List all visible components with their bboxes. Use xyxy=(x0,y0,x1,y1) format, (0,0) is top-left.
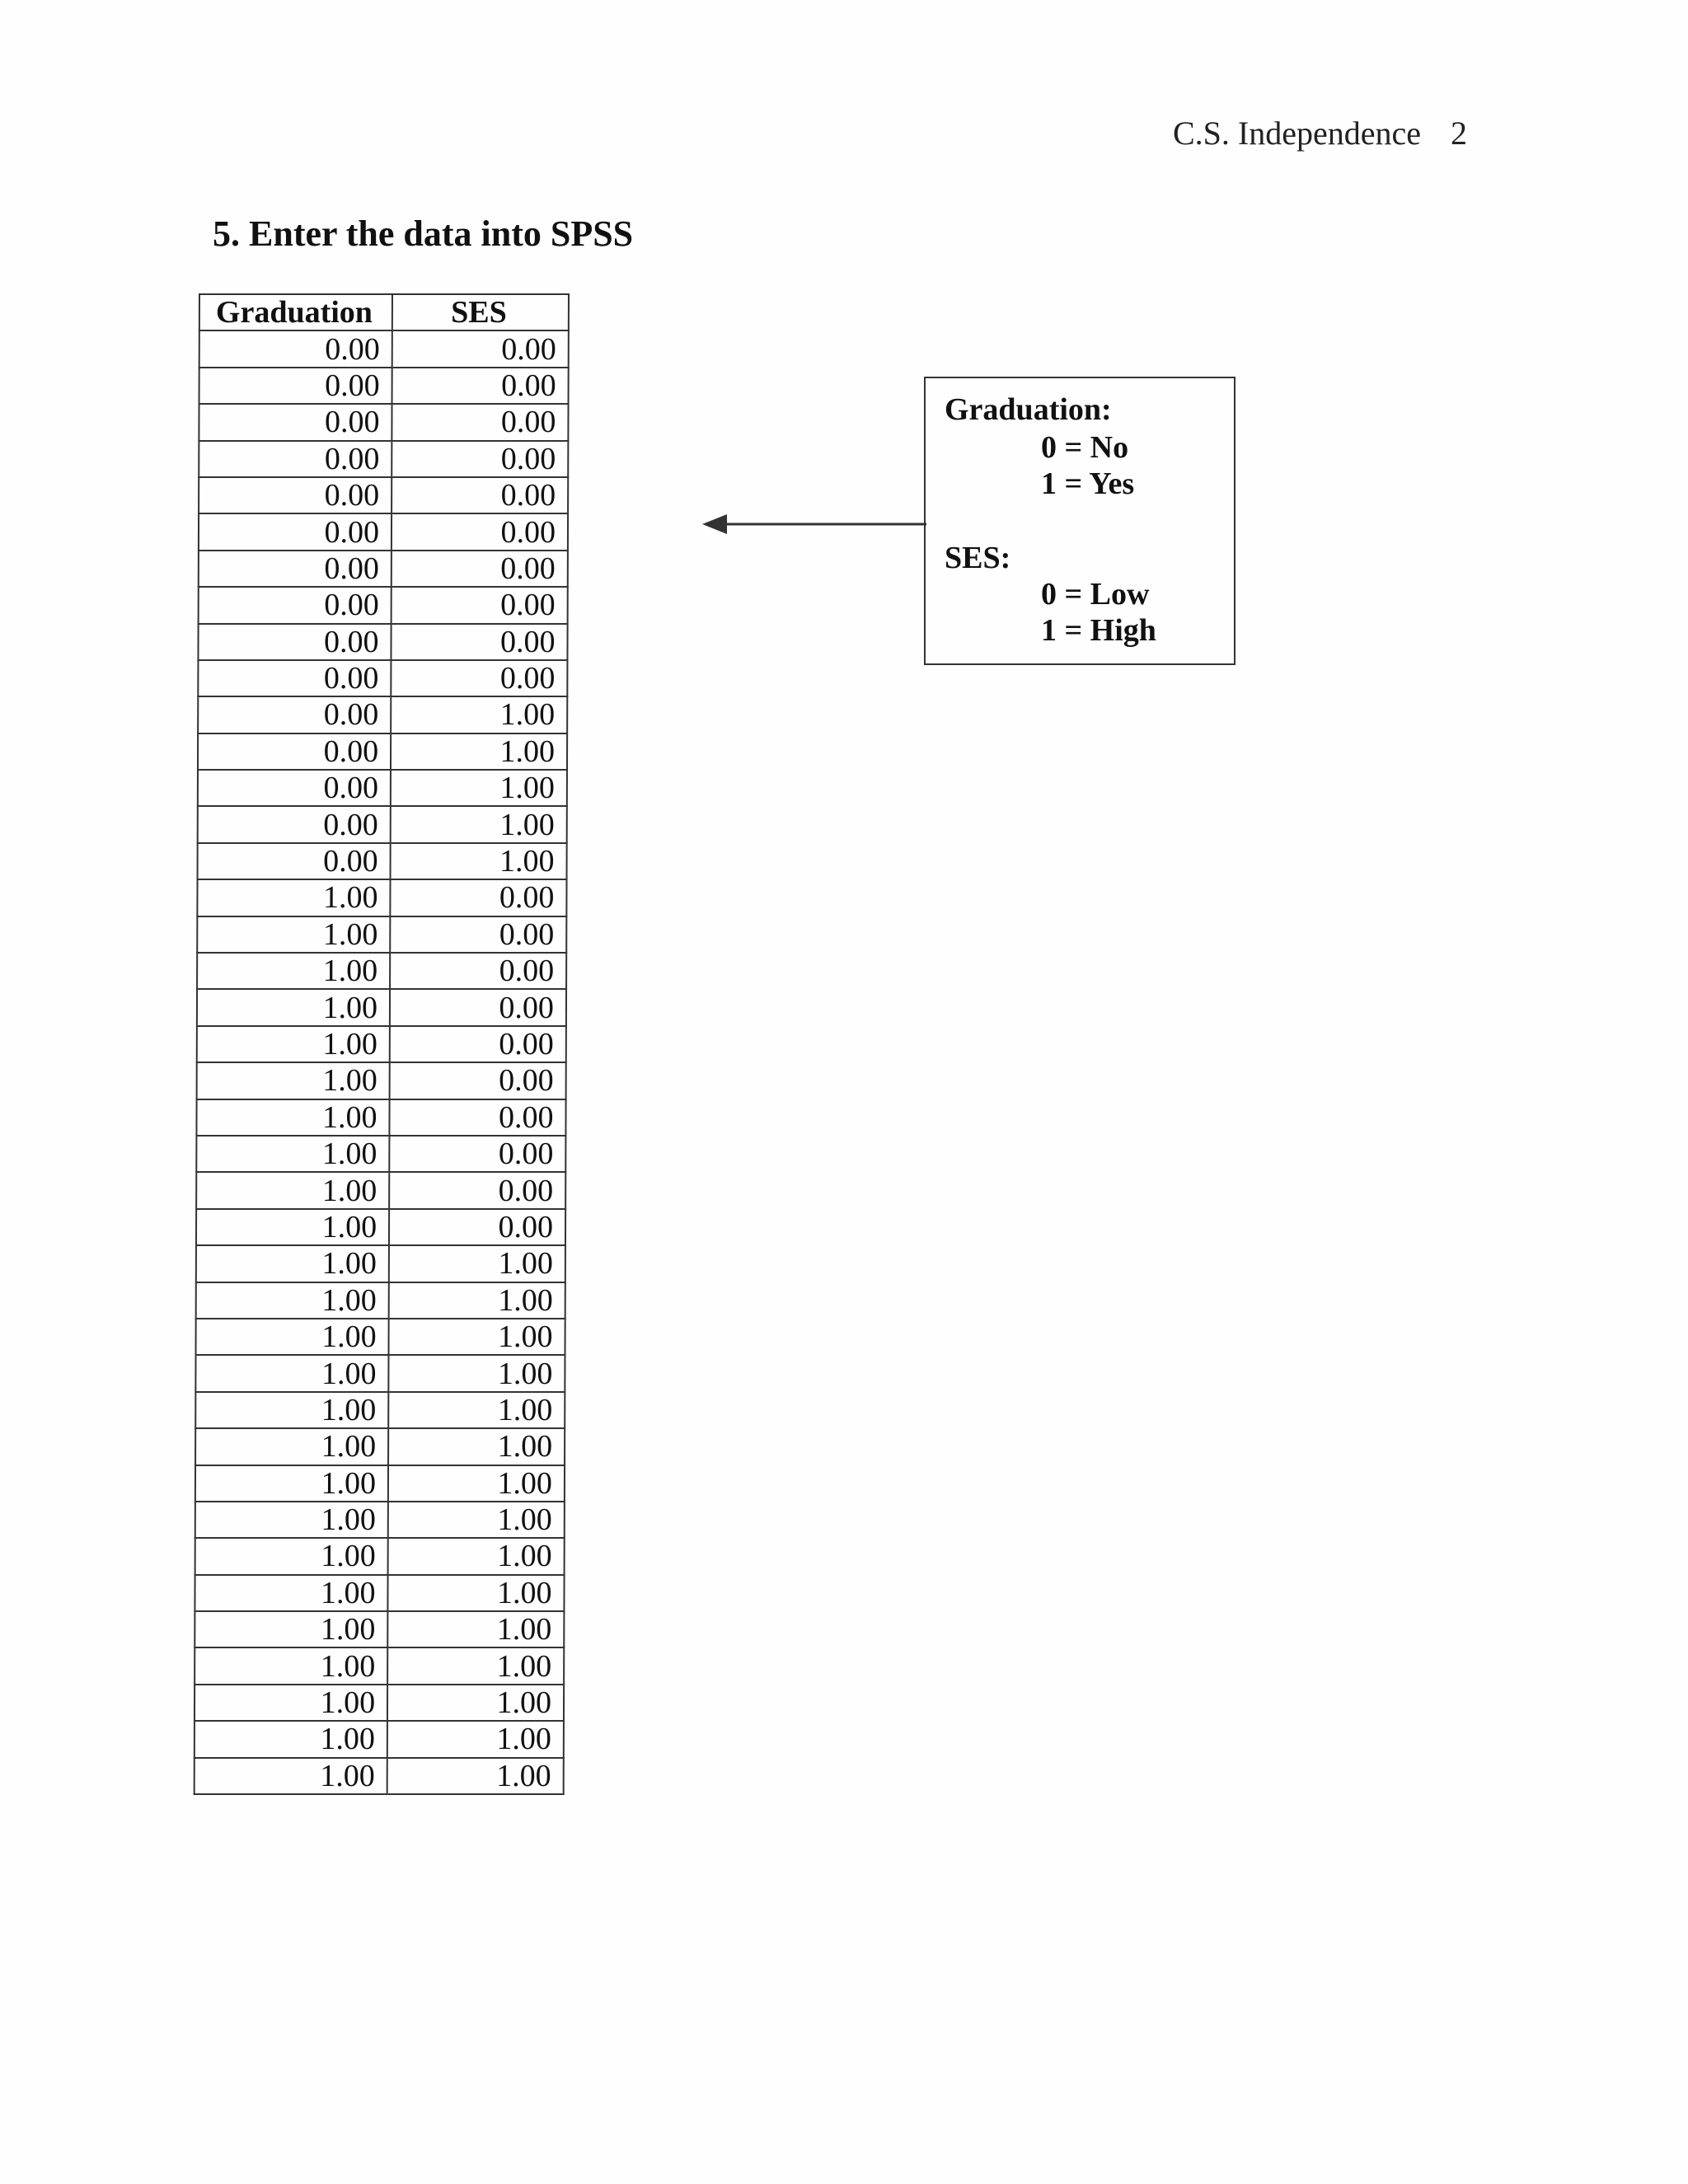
table-row xyxy=(197,989,566,1025)
table-row xyxy=(196,1319,565,1355)
graduation-cell: 0.00 xyxy=(199,441,392,477)
legend-graduation-label: Graduation: xyxy=(945,392,1112,427)
graduation-cell: 1.00 xyxy=(195,1465,388,1502)
table-row xyxy=(196,1099,565,1136)
ses-cell: 1.00 xyxy=(391,843,567,879)
graduation-cell: 1.00 xyxy=(196,1319,389,1355)
table-row xyxy=(197,1026,566,1062)
ses-cell: 0.00 xyxy=(390,916,566,953)
graduation-cell: 1.00 xyxy=(197,916,390,953)
page-number: 2 xyxy=(1451,115,1467,152)
ses-cell: 1.00 xyxy=(391,806,567,842)
graduation-cell: 1.00 xyxy=(196,1172,389,1208)
graduation-cell: 1.00 xyxy=(196,1245,389,1282)
ses-cell: 0.00 xyxy=(392,330,569,367)
graduation-cell: 0.00 xyxy=(199,587,392,623)
graduation-cell: 0.00 xyxy=(198,624,391,660)
ses-cell: 0.00 xyxy=(390,1099,566,1136)
ses-cell: 0.00 xyxy=(390,953,566,989)
table-row xyxy=(199,587,568,623)
ses-cell: 1.00 xyxy=(388,1428,565,1465)
graduation-cell: 1.00 xyxy=(197,1026,390,1062)
ses-cell: 1.00 xyxy=(389,1282,565,1319)
ses-cell: 1.00 xyxy=(391,733,567,770)
ses-cell: 0.00 xyxy=(392,624,568,660)
ses-cell: 0.00 xyxy=(389,1136,565,1172)
table-row xyxy=(196,1136,565,1172)
table-row xyxy=(196,1209,565,1245)
graduation-cell: 0.00 xyxy=(199,551,392,587)
graduation-cell: 0.00 xyxy=(199,477,392,513)
ses-cell: 1.00 xyxy=(389,1245,565,1282)
legend-graduation-code-0: 0 = No xyxy=(1041,430,1129,465)
ses-cell: 1.00 xyxy=(388,1355,565,1391)
graduation-cell: 0.00 xyxy=(199,368,392,404)
ses-cell: 0.00 xyxy=(390,989,566,1025)
ses-cell: 0.00 xyxy=(390,1026,566,1062)
ses-cell: 0.00 xyxy=(390,1062,566,1099)
graduation-cell: 1.00 xyxy=(196,1282,389,1319)
table-row xyxy=(199,477,568,513)
ses-cell: 1.00 xyxy=(388,1502,565,1538)
ses-cell: 0.00 xyxy=(392,404,568,440)
table-row xyxy=(195,1538,565,1574)
graduation-cell: 1.00 xyxy=(196,1136,389,1172)
graduation-cell: 0.00 xyxy=(199,513,392,550)
graduation-cell: 1.00 xyxy=(196,1209,389,1245)
table-row xyxy=(195,1465,565,1502)
table-row xyxy=(198,696,567,733)
table-row xyxy=(197,953,566,989)
graduation-cell: 0.00 xyxy=(199,330,392,367)
graduation-cell: 1.00 xyxy=(195,1685,387,1721)
table-row xyxy=(195,1392,565,1428)
table-row xyxy=(198,660,567,696)
section-title: 5. Enter the data into SPSS xyxy=(213,213,634,254)
ses-cell: 1.00 xyxy=(389,1319,565,1355)
graduation-cell: 0.00 xyxy=(198,806,391,842)
column-header-graduation: Graduation xyxy=(199,294,392,330)
table-row xyxy=(198,624,567,660)
table-row xyxy=(199,551,568,587)
legend-ses-code-1: 1 = High xyxy=(1041,613,1156,648)
graduation-cell: 0.00 xyxy=(199,404,392,440)
ses-cell: 0.00 xyxy=(392,441,568,477)
legend-graduation-code-1: 1 = Yes xyxy=(1041,466,1135,501)
graduation-cell: 0.00 xyxy=(198,660,391,696)
table-row xyxy=(195,1758,564,1794)
ses-cell: 1.00 xyxy=(387,1685,564,1721)
graduation-cell: 0.00 xyxy=(198,696,391,733)
graduation-cell: 1.00 xyxy=(197,1062,390,1099)
ses-cell: 1.00 xyxy=(387,1611,564,1647)
table-row xyxy=(195,1647,564,1684)
table-row xyxy=(199,330,569,367)
table-row xyxy=(195,1428,565,1465)
legend-ses-code-0: 0 = Low xyxy=(1041,577,1150,612)
graduation-cell: 0.00 xyxy=(198,843,391,879)
table-row xyxy=(196,1282,565,1319)
ses-cell: 0.00 xyxy=(392,513,568,550)
table-row xyxy=(199,368,569,404)
ses-cell: 0.00 xyxy=(392,587,568,623)
table-row xyxy=(195,1575,564,1611)
graduation-cell: 1.00 xyxy=(195,1575,387,1611)
graduation-cell: 1.00 xyxy=(195,1428,388,1465)
table-header-row xyxy=(199,294,569,330)
ses-cell: 1.00 xyxy=(387,1758,564,1794)
graduation-cell: 1.00 xyxy=(197,989,390,1025)
table-row xyxy=(197,916,566,953)
ses-cell: 1.00 xyxy=(387,1575,564,1611)
table-row xyxy=(195,1721,564,1757)
ses-cell: 0.00 xyxy=(389,1172,565,1208)
table-row xyxy=(195,1685,564,1721)
graduation-cell: 0.00 xyxy=(198,733,391,770)
table-row xyxy=(198,733,567,770)
graduation-cell: 1.00 xyxy=(195,1721,387,1757)
graduation-cell: 1.00 xyxy=(197,953,390,989)
column-header-ses: SES xyxy=(392,294,569,330)
table-row xyxy=(199,404,568,440)
running-head xyxy=(1170,114,1467,152)
ses-cell: 0.00 xyxy=(392,477,568,513)
table-body xyxy=(195,330,569,1794)
ses-cell: 0.00 xyxy=(391,660,567,696)
ses-cell: 1.00 xyxy=(388,1538,565,1574)
ses-cell: 1.00 xyxy=(391,770,567,806)
table-row xyxy=(195,1355,565,1391)
ses-cell: 1.00 xyxy=(388,1392,565,1428)
table-row xyxy=(197,1062,566,1099)
graduation-cell: 1.00 xyxy=(195,1611,387,1647)
table-row xyxy=(195,1611,564,1647)
graduation-cell: 1.00 xyxy=(195,1647,387,1684)
graduation-cell: 1.00 xyxy=(195,1758,387,1794)
table-row xyxy=(198,806,567,842)
graduation-cell: 1.00 xyxy=(197,879,390,916)
table-row xyxy=(199,513,568,550)
graduation-cell: 1.00 xyxy=(195,1538,388,1574)
table-row xyxy=(198,843,567,879)
ses-cell: 1.00 xyxy=(391,696,567,733)
table-row xyxy=(196,1245,565,1282)
ses-cell: 1.00 xyxy=(387,1647,564,1684)
graduation-cell: 1.00 xyxy=(195,1502,388,1538)
graduation-cell: 1.00 xyxy=(195,1392,388,1428)
table-row xyxy=(196,1172,565,1208)
ses-cell: 0.00 xyxy=(392,551,568,587)
ses-cell: 0.00 xyxy=(390,879,566,916)
graduation-cell: 1.00 xyxy=(196,1099,389,1136)
graduation-cell: 0.00 xyxy=(198,770,391,806)
arrow-left-icon xyxy=(702,509,926,539)
running-title: C.S. Independence xyxy=(1172,115,1421,152)
coding-legend-box xyxy=(924,377,1236,665)
graduation-cell: 1.00 xyxy=(195,1355,388,1391)
ses-cell: 0.00 xyxy=(389,1209,565,1245)
ses-cell: 0.00 xyxy=(392,368,569,404)
table-row xyxy=(197,879,566,916)
table-row xyxy=(195,1502,565,1538)
table-row xyxy=(199,441,568,477)
data-table xyxy=(194,293,570,1795)
legend-ses-label: SES: xyxy=(945,541,1011,575)
ses-cell: 1.00 xyxy=(388,1465,565,1502)
ses-cell: 1.00 xyxy=(387,1721,564,1757)
table-row xyxy=(198,770,567,806)
